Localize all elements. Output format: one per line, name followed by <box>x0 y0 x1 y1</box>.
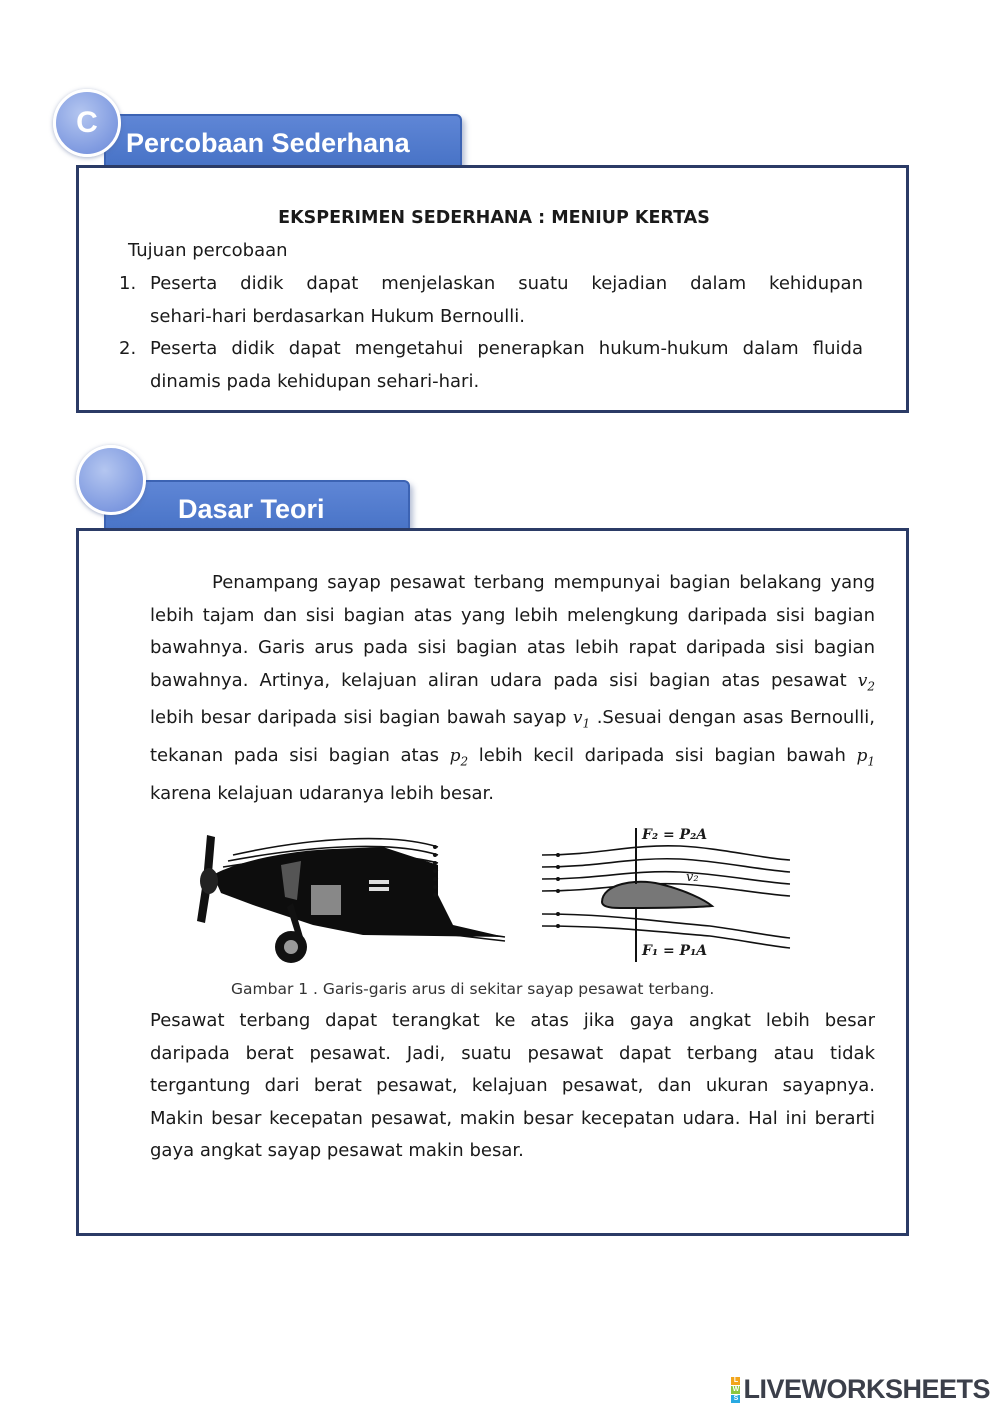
liveworksheets-logo[interactable] <box>731 1374 990 1405</box>
liveworksheets-logo-icon: L W S <box>732 1376 740 1402</box>
var-p1: $p_1$ <box>856 746 875 769</box>
list-item: Peserta didik dapat mengetahui penerapkan hukum-hukum dalam fluida dinamis pada kehidupan sehari-hari. <box>150 338 863 392</box>
theory-paragraph-1: Penampang sayap pesawat terbang mempunyai bagian belakang yang lebih tajam dan sisi bagian atas yang lebih melengkung daripada sisi bagian bawahnya. Garis arus pada sisi bagian atas lebih rapat daripada sisi bagian bawahnya. Artinya, kelajuan aliran udara pada sisi bagian atas pesawat $v_2$ lebih besar daripada sisi bagian bawah sayap $v_1$ .Sesuai dengan asas Bernoulli, tekanan pada sisi bagian atas $p_2$ lebih kecil daripada sisi bagian bawah $p_1$ karena kelajuan udaranya lebih besar. <box>150 572 875 805</box>
var-v2: $v_2$ <box>857 670 875 693</box>
force-label-top: F₂ = P₂A <box>642 827 708 843</box>
purpose-label: Tujuan percobaan <box>128 240 288 261</box>
liveworksheets-brand: LIVEWORKSHEETS <box>743 1374 990 1404</box>
list-item-number: 2. <box>119 338 137 359</box>
velocity-label: v₂ <box>686 870 699 885</box>
list-item: Peserta didik dapat menjelaskan suatu kejadian dalam kehidupan sehari-hari berdasarkan Hukum Bernoulli. <box>150 273 863 327</box>
theory-paragraph-2: Pesawat terbang dapat terangkat ke atas jika gaya angkat lebih besar daripada berat pesawat. Jadi, suatu pesawat dapat terbang atau tidak tergantung dari berat pesawat, kelajuan pesawat, dan ukuran sayapnya. Makin besar kecepatan pesawat, makin besar kecepatan udara. Hal ini berarti gaya angkat sayap pesawat makin besar. <box>150 1010 875 1161</box>
section-c-badge <box>53 89 121 157</box>
section-c-badge-letter: C <box>76 106 98 139</box>
section-c-title: Percobaan Sederhana <box>126 128 410 158</box>
force-label-bottom: F₁ = P₁A <box>642 943 708 959</box>
list-item-number: 1. <box>119 273 137 294</box>
theory-title: Dasar Teori <box>178 494 325 524</box>
experiment-heading: EKSPERIMEN SEDERHANA : MENIUP KERTAS <box>278 208 710 228</box>
var-p2: $p_2$ <box>449 746 469 769</box>
var-v1: $v_1$ <box>572 708 591 731</box>
figure-caption: Gambar 1 . Garis-garis arus di sekitar sayap pesawat terbang. <box>231 980 715 998</box>
airplane-streamline-figure <box>193 825 508 965</box>
theory-badge <box>76 445 146 515</box>
